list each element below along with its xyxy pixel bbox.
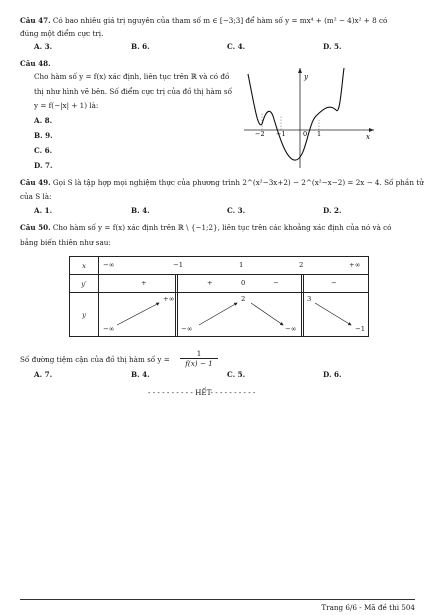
fraction-denominator: f(x) − 1 (180, 358, 218, 368)
row-dy-values (99, 275, 369, 293)
tick-one: 1 (317, 130, 322, 138)
tick-minus-one: −1 (276, 130, 286, 138)
tick-minus-two: −2 (255, 130, 265, 138)
q47-line1 (20, 16, 387, 25)
q50-label: Câu 50. (20, 223, 51, 232)
y-value-three: 3 (307, 295, 312, 303)
y-value-neg-inf-1: −∞ (103, 325, 115, 333)
x-axis-label: x (366, 133, 370, 141)
x-value-neg-inf: −∞ (103, 261, 115, 269)
q50-question-prefix: Số đường tiệm cận của đồ thị hàm số y = (20, 355, 170, 364)
q49-option-d: D. 2. (323, 206, 342, 215)
tick-zero: 0 (303, 130, 308, 138)
row-x-values (99, 257, 369, 275)
q48-line2: thị như hình vẽ bên. Số điểm cực trị của đồ thị hàm số (34, 87, 233, 96)
q48-line3: y = f(−|x| + 1) là: (34, 101, 99, 110)
q50-option-c: C. 5. (227, 370, 246, 379)
dy-zero: 0 (241, 279, 246, 287)
y-value-neg-inf-3: −∞ (285, 325, 297, 333)
function-curve (248, 68, 344, 160)
x-value-minus-one: −1 (173, 261, 184, 269)
x-value-two: 2 (299, 261, 304, 269)
q50-text1: Cho hàm số y = f(x) xác định trên ℝ \ {−1;2}, liên tục trên các khoảng xác định của nó và có (52, 223, 392, 232)
q50-line1 (20, 223, 392, 232)
table-row-x (70, 257, 369, 275)
q48-option-b: B. 9. (34, 131, 53, 140)
arrow-down-2 (315, 303, 351, 325)
footer-rule (20, 599, 415, 600)
q50-question (20, 355, 170, 364)
arrow-down-1 (251, 303, 283, 325)
q50-option-a: A. 7. (34, 370, 53, 379)
y-value-minus-one: −1 (355, 325, 366, 333)
q47-option-b: B. 6. (131, 42, 150, 51)
q50-option-b: B. 4. (131, 370, 150, 379)
arrow-up-2 (199, 303, 237, 325)
q47-text2: đúng một điểm cực trị. (20, 29, 104, 38)
end-mark: - - - - - - - - - - HẾT- - - - - - - - - - (148, 388, 256, 397)
dy-sign-4: − (331, 279, 337, 287)
q47-option-c: C. 4. (227, 42, 246, 51)
y-axis-arrow (298, 68, 302, 73)
table-row-y (70, 293, 369, 337)
q50-text2: bảng biến thiên như sau: (20, 238, 111, 247)
q47-option-a: A. 3. (34, 42, 53, 51)
dy-sign-3: − (273, 279, 279, 287)
q48-function-graph (240, 64, 380, 170)
y-value-two: 2 (241, 295, 246, 303)
q47-option-d: D. 5. (323, 42, 342, 51)
x-axis-arrow (369, 128, 374, 132)
row-x-label: x (70, 257, 99, 275)
q48-option-c: C. 6. (34, 146, 53, 155)
q49-option-c: C. 3. (227, 206, 246, 215)
q49-option-b: B. 4. (131, 206, 150, 215)
fraction-numerator: 1 (196, 349, 202, 358)
q48-option-a: A. 8. (34, 116, 53, 125)
q48-line1: Cho hàm số y = f(x) xác định, liên tục trên ℝ và có đồ (34, 72, 230, 81)
arrow-up-1 (117, 303, 159, 325)
dy-sign-2: + (207, 279, 213, 287)
y-value-neg-inf-2: −∞ (181, 325, 193, 333)
q49-line1 (20, 178, 424, 187)
page-footer: Trang 6/6 - Mã đề thi 504 (321, 603, 415, 612)
x-value-pos-inf: +∞ (349, 261, 361, 269)
variation-arrows (99, 293, 371, 337)
q50-fraction (180, 349, 218, 368)
q47-label: Câu 47. (20, 16, 51, 25)
row-y-label: y (70, 293, 99, 337)
variation-table (69, 256, 369, 337)
q49-label: Câu 49. (20, 178, 51, 187)
row-y-values (99, 293, 369, 337)
row-dy-label: y′ (70, 275, 99, 293)
dy-divider-4 (303, 275, 305, 293)
table-row-dy (70, 275, 369, 293)
q48-label: Câu 48. (20, 59, 51, 68)
y-axis-label: y (304, 73, 308, 81)
y-value-pos-inf: +∞ (163, 295, 175, 303)
x-value-one: 1 (239, 261, 244, 269)
q49-text2: của S là: (20, 192, 52, 201)
q47-text1: Có bao nhiêu giá trị nguyên của tham số m ∈ [−3;3] để hàm số y = mx⁴ + (m² − 4)x² + 8 có (52, 16, 388, 25)
q48-option-d: D. 7. (34, 161, 53, 170)
dy-sign-1: + (141, 279, 147, 287)
q50-option-d: D. 6. (323, 370, 342, 379)
q49-option-a: A. 1. (34, 206, 53, 215)
dy-divider-2 (177, 275, 179, 293)
q49-text1: Gọi S là tập hợp mọi nghiệm thực của phương trình 2^(x²−3x+2) − 2^(x²−x−2) = 2x − 4. Số phần tử (52, 178, 424, 187)
